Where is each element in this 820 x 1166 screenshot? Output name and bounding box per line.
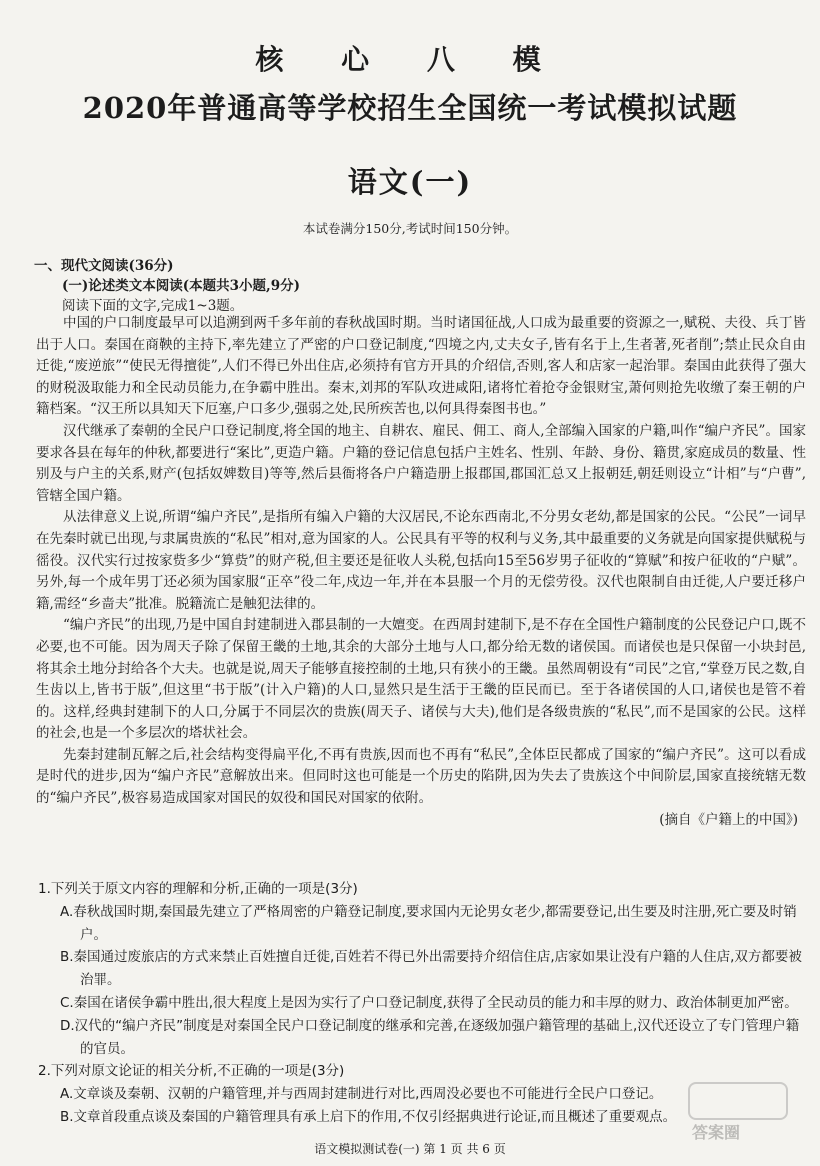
watermark-logo-icon bbox=[688, 1082, 788, 1120]
page-footer: 语文模拟测试卷(一) 第 1 页 共 6 页 bbox=[314, 1142, 506, 1156]
option-d: D.汉代的“编户齐民”制度是对秦国全民户口登记制度的继承和完善,在逐级加强户籍管理的基础上,汉代还设立了专门管理户籍的官员。 bbox=[60, 1017, 800, 1057]
option-b: B.文章首段重点谈及秦国的户籍管理具有承上启下的作用,不仅引经据典进行论证,而且概述了重要观点。 bbox=[60, 1108, 677, 1125]
question-stem: 2.下列对原文论证的相关分析,不正确的一项是(3分) bbox=[38, 1063, 345, 1080]
option-a: A.春秋战国时期,秦国最先建立了严格周密的户籍登记制度,要求国内无论男女老少,都需要登记,出生要及时注册,死亡要及时销户。 bbox=[60, 903, 797, 943]
watermark-text: 答案圈 bbox=[692, 1123, 741, 1142]
series-title: 核 心 八 模 bbox=[255, 43, 565, 76]
option-c: C.秦国在诸侯争霸中胜出,很大程度上是因为实行了户口登记制度,获得了全民动员的能力和丰厚的财力、政治体制更加严密。 bbox=[60, 994, 798, 1011]
passage-paragraph: 从法律意义上说,所谓“编户齐民”,是指所有编入户籍的大汉居民,不论东西南北,不分男女老幼,都是国家的公民。“公民”一词早在先秦时就已出现,与隶属贵族的“私民”相对,意为国家的人。公民具有平等的权利与义务,其中最重要的义务就是向国家提供赋税与徭役。汉代实行过按家赀多少“算赀”的财产税,但主要还是征收人头税,包括向15至56岁男子征收的“算赋”和按户征收的“户赋”。另外,每一个成年男丁还必须为国家服“正卒”役二年,戍边一年,并在本县服一个月的无偿劳役。汉代也限制自由迁徙,人户要迁移户籍,需经“乡啬夫”批准。脱籍流亡是触犯法律的。 bbox=[36, 509, 806, 612]
reading-passage bbox=[36, 313, 806, 831]
reading-instruction: 阅读下面的文字,完成1~3题。 bbox=[62, 298, 244, 314]
exam-note: 本试卷满分150分,考试时间150分钟。 bbox=[302, 221, 518, 236]
option-a: A.文章谈及秦朝、汉朝的户籍管理,并与西周封建制进行对比,西周没必要也不可能进行全民户口登记。 bbox=[60, 1086, 663, 1103]
passage-source: (摘自《户籍上的中国》) bbox=[659, 811, 798, 828]
section-heading: 一、现代文阅读(36分) bbox=[34, 258, 174, 274]
question-stem: 1.下列关于原文内容的理解和分析,正确的一项是(3分) bbox=[38, 881, 358, 897]
passage-paragraph: 汉代继承了秦朝的全民户口登记制度,将全国的地主、自耕农、雇民、佣工、商人,全部编入国家的户籍,叫作“编户齐民”。国家要求各县在每年的仲秋,都要进行“案比”,更造户籍。户籍的登记信息包括户主姓名、性别、年龄、身份、籍贯,家庭成员的数量、性别及与户主的关系,财产(包括奴婢数目)等等,然后县衙将各户户籍造册上报郡国,郡国汇总又上报朝廷,朝廷则设立“计相”与“户曹”,管辖全国户籍。 bbox=[36, 422, 806, 504]
watermark bbox=[688, 1082, 784, 1142]
option-b: B.秦国通过废旅店的方式来禁止百姓擅自迁徙,百姓若不得已外出需要持介绍信住店,店家如果让没有户籍的人住店,双方都要被治罪。 bbox=[60, 949, 802, 989]
subsection-heading: (一)论述类文本阅读(本题共3小题,9分) bbox=[62, 278, 301, 294]
exam-title: 2020年普通高等学校招生全国统一考试模拟试题 bbox=[82, 91, 738, 125]
passage-paragraph: 先秦封建制瓦解之后,社会结构变得扁平化,不再有贵族,因而也不再有“私民”,全体臣民都成了国家的“编户齐民”。这可以看成是时代的进步,因为“编户齐民”意解放出来。但同时这也可能是一个历史的陷阱,因为失去了贵族这个中间阶层,国家直接统辖无数的“编户齐民”,极容易造成国家对国民的奴役和国民对国家的依附。 bbox=[36, 746, 806, 807]
subject-title: 语文(一) bbox=[347, 165, 473, 199]
passage-paragraph: 中国的户口制度最早可以追溯到两千多年前的春秋战国时期。当时诸国征战,人口成为最重要的资源之一,赋税、夫役、兵丁皆出于人口。秦国在商鞅的主持下,率先建立了严密的户口登记制度,“四境之内,丈夫女子,皆有名于上,生者著,死者削”;禁止民众自由迁徙,“废逆旅”“使民无得擅徙”,人们不得已外出住店,必须持有官方开具的介绍信,否则,客人和店家一起治罪。秦国由此获得了强大的财税汲取能力和全民动员能力,在争霸中胜出。秦末,刘邦的军队攻进咸阳,诸将忙着抢夺金银财宝,萧何则抢先收缴了秦王朝的户籍档案。“汉王所以具知天下厄塞,户口多少,强弱之处,民所疾苦也,以何具得秦图书也。” bbox=[36, 315, 806, 418]
passage-paragraph: “编户齐民”的出现,乃是中国自封建制进入郡县制的一大嬗变。在西周封建制下,是不存在全国性户籍制度的公民登记户口,既不必要,也不可能。因为周天子除了保留王畿的土地,其余的大部分土地与人口,都分给无数的诸侯国。而诸侯也是只保留一小块封邑,将其余土地分封给各个大夫。也就是说,周天子能够直接控制的土地,只有狭小的王畿。虽然周朝设有“司民”之官,“掌登万民之数,自生齿以上,皆书于版”,但这里“书于版”(计入户籍)的人口,显然只是生活于王畿的臣民而已。至于各诸侯国的人口,诸侯也是管不着的。这样,经典封建制下的人口,分属于不同层次的贵族(周天子、诸侯与大夫),他们是各级贵族的“私民”,而不是国家的公民。这样的社会,也是一个多层次的塔状社会。 bbox=[36, 617, 806, 742]
